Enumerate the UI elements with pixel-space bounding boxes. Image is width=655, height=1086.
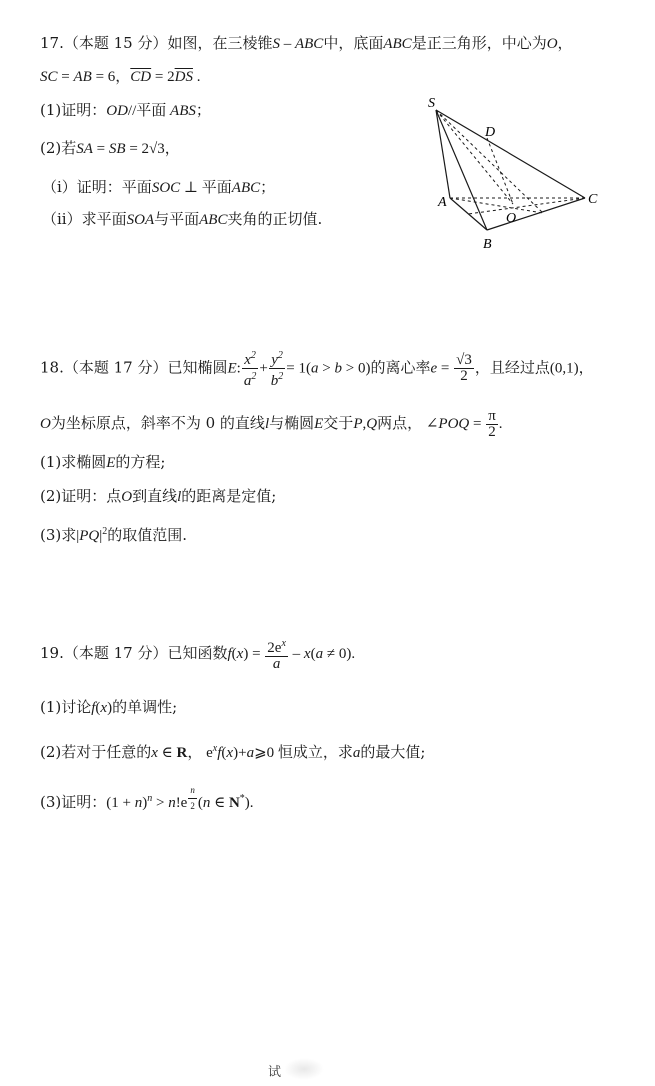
q17-part2-i: （i）证明：平面SOC ⊥ 平面ABC； [42,178,276,196]
q18-part1: (1)求椭圆E的方程; [40,453,166,471]
q17-part2: (2)若SA = SB = 2√3， [40,139,180,157]
pyramid-diagram [420,95,605,255]
q19-part2: (2)若对于任意的x ∈ R， $e^xf(x)+a⩾0$ 恒成立，求a的最大值; [40,743,426,761]
q19-part1: (1)讨论f(x)的单调性; [40,698,178,716]
label-C: C [588,192,598,207]
q18-part3: (3)求$|PQ|^2$的取值范围. [40,526,188,544]
q17-line1: 17.（本题 15 分）如图，在三棱锥S – ABC中，底面ABC是正三角形，中心为O， [40,34,573,52]
q19-part3: (3)证明：$(1 + n)^n > n!e$ $^{\frac{n}{2}}$ (n ∈ N*). [40,785,254,812]
q18-line2: O为坐标原点，斜率不为 0 的直线l与椭圆E交于P,Q两点， ∠POQ = $\frac{\pi}{2}$ . [40,407,503,440]
footer-smudge [284,1058,324,1080]
q17-part2-ii: （ii）求平面SOA与平面ABC夹角的正切值. [42,210,323,228]
q19-line1: 19.（本题 17 分）已知函数f(x) = $\frac{2e^x}{a}$ – x(a ≠ 0). [40,638,356,672]
label-S: S [428,96,435,111]
label-B: B [483,237,492,252]
page-footer: 试 [268,1065,282,1080]
q18-line1: 18.（本题 17 分）已知椭圆E: $\frac{x^2}{a^2}$ + $\frac{y^2}{b^2}$ = 1(a > b > 0)的离心率e = $\frac{√3}{2}$ ，且经过点(0,1)， [40,350,594,389]
q18-part2: (2)证明：点O到直线l的距离是定值; [40,487,277,505]
label-O: O [506,211,517,226]
q17-conditions: SC = AB = 6，$\overline{CD} = 2\overline{DS}$ . [40,67,201,85]
q17-part1: (1)证明：OD//平面 ABS； [40,101,211,119]
label-A: A [438,195,447,210]
label-D: D [485,125,496,140]
